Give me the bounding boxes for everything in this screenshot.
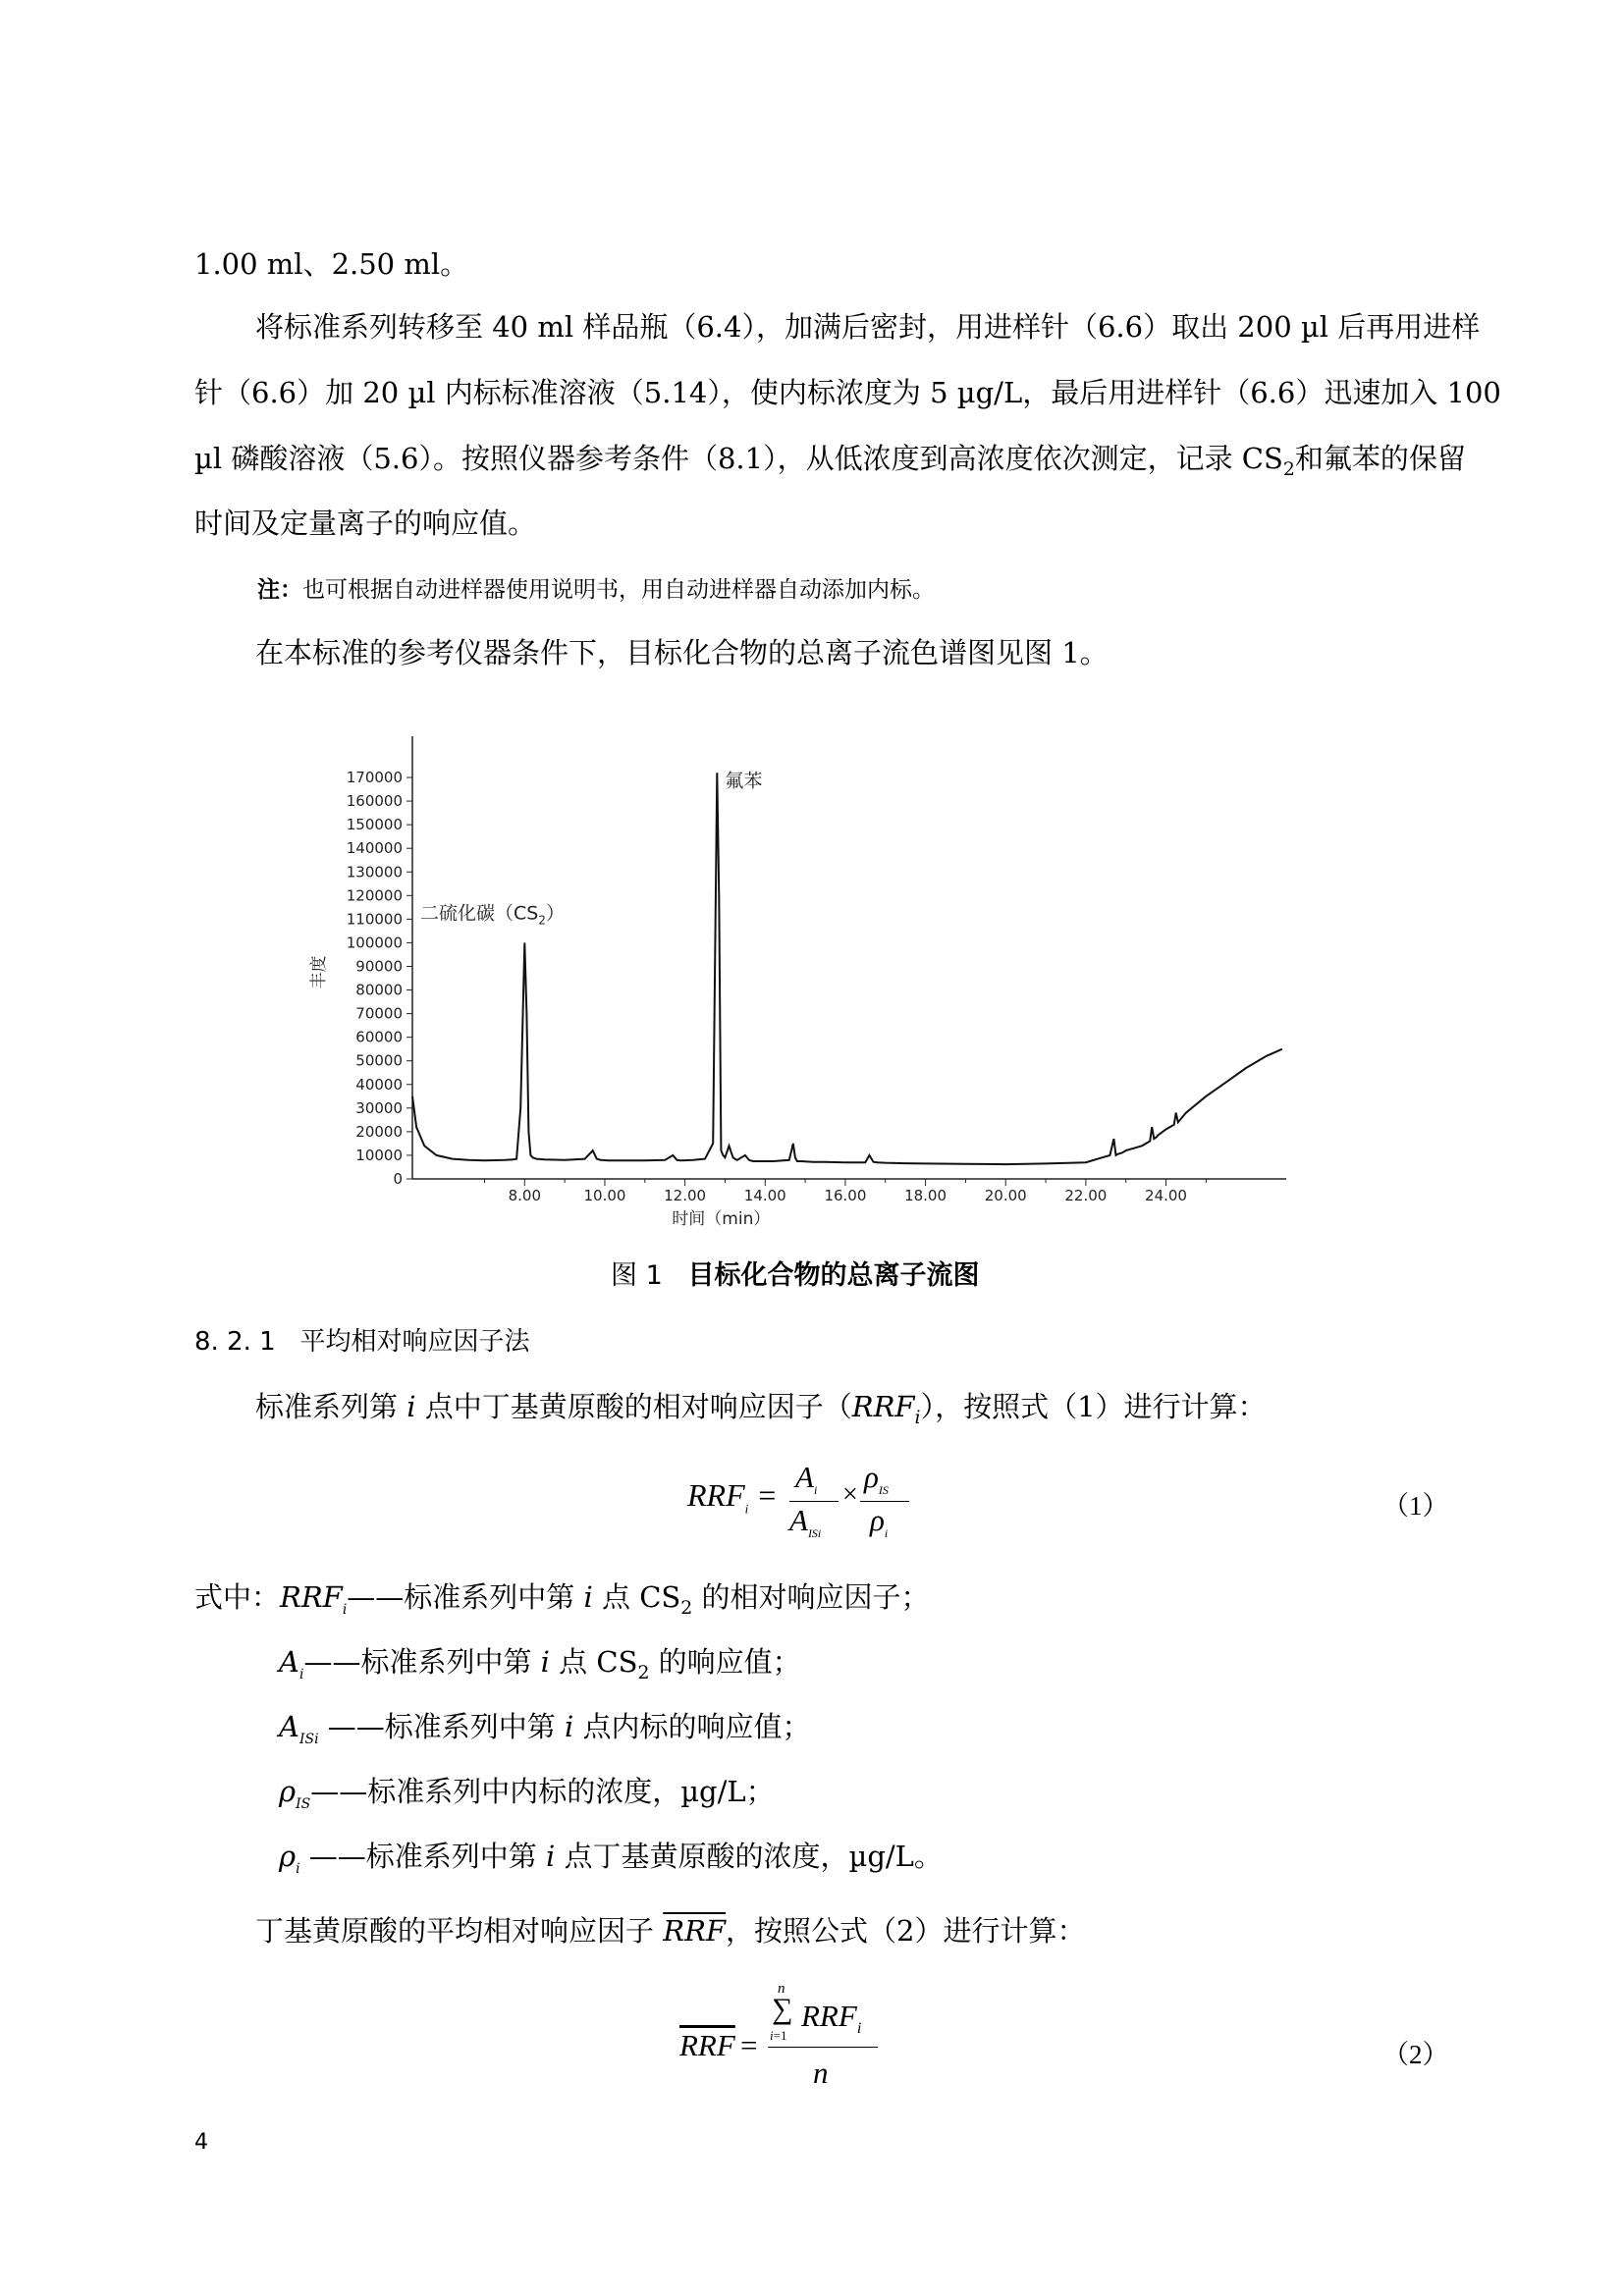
y-axis-label: 丰度 [309,955,329,989]
x-tick-label: 24.00 [1145,1187,1187,1204]
def-text: 点 CS [549,1645,638,1679]
text-segment: 和氟苯的保留 [1294,442,1466,475]
peak-label-sub: 2 [538,913,546,928]
text-line: 将标准系列转移至 40 ml 样品瓶（6.4），加满后密封，用进样针（6.6）取出 200 µl 后再用进样 [255,310,1481,344]
section-number: 8. 2. 1 [194,1327,276,1357]
peak-label-close: ） [545,902,565,925]
text-line: 在本标准的参考仪器条件下，目标化合物的总离子流色谱图见图 1。 [255,636,1109,669]
peak-label-fluorobenzene: 氟苯 [725,770,763,792]
section-title: 平均相对响应因子法 [299,1327,530,1357]
x-tick-label: 14.00 [743,1187,786,1204]
def-symbol-sub: IS [296,1795,311,1812]
figure-number: 图 1 [611,1260,663,1291]
subscript: 2 [1282,458,1295,480]
y-tick-label: 50000 [355,1051,403,1070]
note-label: 注： [257,577,302,603]
y-tick-label: 0 [393,1170,403,1188]
y-tick-label: 110000 [346,910,403,929]
def-symbol: ρ [279,1775,297,1808]
text-line: 时间及定量离子的响应值。 [194,507,537,540]
x-tick-label: 10.00 [583,1187,626,1204]
def-text: i [540,1645,550,1679]
equation-2: $\overline{RRF}$ = n ∑ i=1 $RRF_i$ n [674,1981,909,2099]
def-line [279,1775,775,1821]
text-line: 针（6.6）加 20 µl 内标标准溶液（5.14），使内标浓度为 5 µg/L，最后用进样针（6.6）迅速加入 100 [194,376,1501,409]
note [257,573,935,607]
def-text: ——标准系列中内标的浓度，µg/L； [310,1775,775,1808]
def-text-sub: 2 [637,1662,650,1683]
variable-rrf: RRF [851,1390,915,1423]
x-tick-label: 16.00 [824,1187,867,1204]
def-text: ——标准系列中第 [299,1840,546,1873]
y-tick-label: 120000 [346,886,403,905]
x-axis-label: 时间（min） [672,1209,771,1227]
y-tick-label: 150000 [346,816,403,834]
text-segment: 标准系列第 [255,1390,407,1423]
y-tick-label: 90000 [355,957,403,976]
y-tick-label: 80000 [355,981,403,999]
def-line [279,1710,811,1756]
def-text: ——标准系列中第 [318,1710,565,1743]
text-line [194,442,1466,487]
y-tick-label: 20000 [355,1122,403,1141]
x-tick-label: 8.00 [508,1187,542,1204]
where-line [194,1580,930,1627]
y-tick-label: 60000 [355,1028,403,1046]
y-tick-label: 70000 [355,1004,403,1023]
def-text-sub: 2 [680,1597,693,1619]
def-symbol: A [279,1645,299,1679]
def-text: 点丁基黄原酸的浓度，µg/L。 [555,1840,943,1873]
x-tick-label: 20.00 [984,1187,1027,1204]
equation-number: （2） [1382,2040,1449,2069]
y-tick-label: 40000 [355,1075,403,1094]
x-tick-label: 12.00 [664,1187,707,1204]
def-symbol-sub: ISi [298,1731,319,1747]
x-tick-label: 22.00 [1064,1187,1108,1204]
def-symbol-sub: i [296,1860,300,1877]
text-line: 1.00 ml、2.50 ml。 [194,247,469,281]
where-label: 式中： [194,1580,281,1614]
text-segment: ，按照公式（2）进行计算： [726,1914,1086,1948]
y-tick-label: 130000 [346,863,403,881]
equation-1: $RRF_i$ = $A_i$ $A_{ISi}$ × $\rho_{IS}$ $\rho_i$ [687,1458,943,1546]
def-text: ——标准系列中第 [303,1645,541,1679]
text-segment: 点中丁基黄原酸的相对响应因子（ [415,1390,852,1423]
def-text: 点 CS [592,1580,681,1614]
subscript: i [914,1407,921,1428]
peak-label-cs2: 二硫化碳$(CS_2)$ [419,902,565,928]
y-tick-label: 100000 [346,934,403,952]
figure-title: 目标化合物的总离子流图 [687,1260,980,1291]
figure-caption [611,1259,980,1293]
def-line [279,1645,801,1691]
chromatogram-chart [295,717,1296,1227]
variable-i: i [406,1390,416,1423]
chromatogram-trace [412,770,1282,1164]
def-symbol: A [279,1710,299,1743]
def-symbol-sub: i [342,1601,348,1618]
def-text: 点内标的响应值； [573,1710,811,1743]
def-line [279,1840,943,1886]
variable-rrf-mean: $\overline{RRF}$ [663,1914,727,1948]
def-text: i [545,1840,556,1873]
text-line [255,1914,1085,1948]
def-symbol-sub: i [298,1666,304,1682]
equation-number: （1） [1382,1491,1449,1521]
def-text: i [583,1580,593,1614]
def-text: i [565,1710,574,1743]
def-text: 的相对响应因子； [692,1580,930,1614]
text-line [255,1390,1267,1435]
y-tick-label: 170000 [346,769,403,787]
def-symbol: RRF [280,1580,343,1614]
note-text: 也可根据自动进样器使用说明书，用自动进样器自动添加内标。 [302,577,935,603]
y-tick-label: 30000 [355,1098,403,1117]
def-symbol: ρ [279,1840,297,1873]
text-segment: ），按照式（1）进行计算： [920,1390,1267,1423]
x-tick-label: 18.00 [904,1187,947,1204]
section-heading [194,1325,530,1359]
y-tick-label: 10000 [355,1146,403,1164]
text-segment: µl 磷酸溶液（5.6）。按照仪器参考条件（8.1），从低浓度到高浓度依次测定，记录 CS [194,442,1283,475]
page-number: 4 [194,2130,208,2155]
def-text: 的响应值； [649,1645,801,1679]
y-tick-label: 140000 [346,839,403,858]
text-segment: 丁基黄原酸的平均相对响应因子 [255,1914,664,1948]
y-tick-label: 160000 [346,792,403,811]
def-text: ——标准系列中第 [347,1580,584,1614]
